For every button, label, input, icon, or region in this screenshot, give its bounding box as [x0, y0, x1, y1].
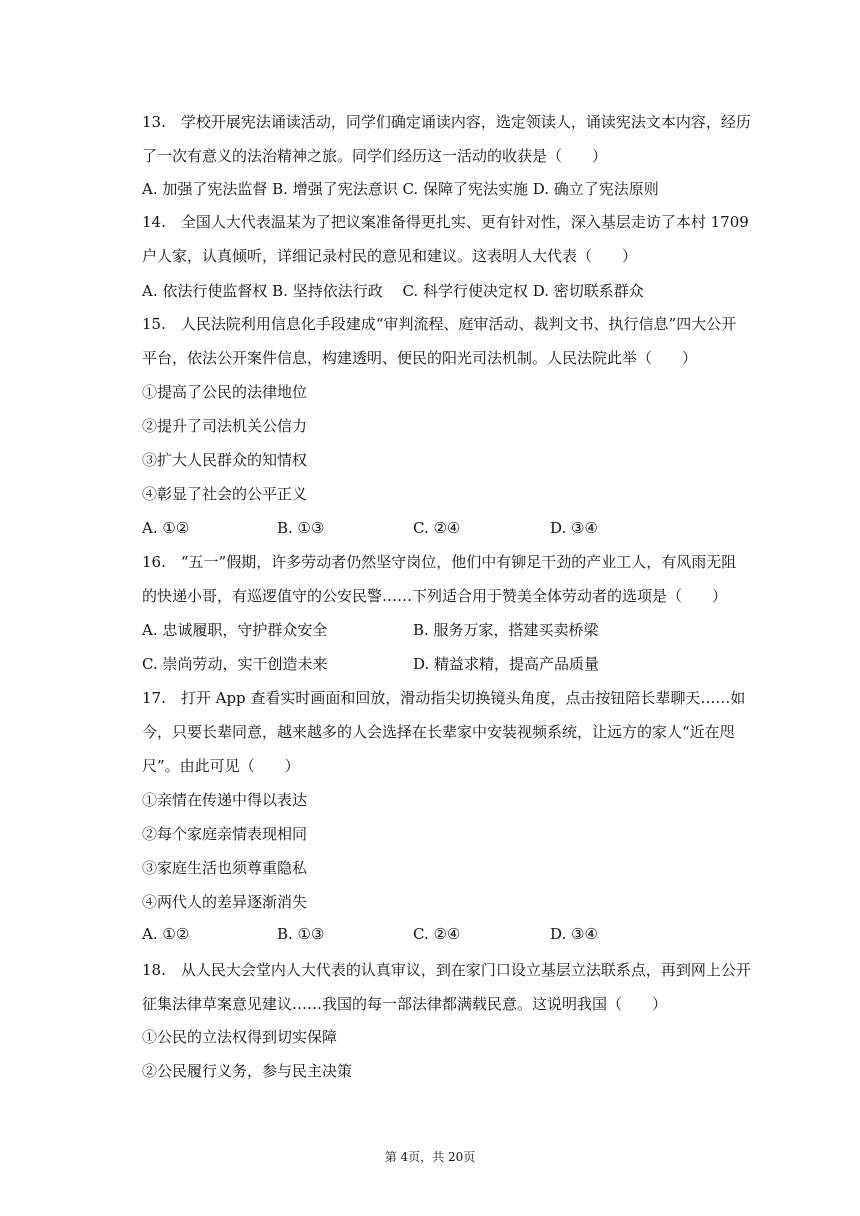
q17-stem-line-3: 尺”。由此可见（ ）: [142, 757, 300, 775]
q15-option-d: D. ③④: [550, 519, 598, 537]
page-footer: 第 4页，共 20页: [384, 1150, 476, 1164]
q14-stem-line-2: 户人家，认真倾听，详细记录村民的意见和建议。这表明人大代表（ ）: [142, 247, 638, 265]
q16-option-b: B. 服务万家，搭建买卖桥梁: [413, 621, 599, 639]
q17-item-3: ③家庭生活也须尊重隐私: [142, 859, 308, 877]
q14-options: A. 依法行使监督权 B. 坚持依法行政 C. 科学行使决定权 D. 密切联系群众: [142, 282, 644, 300]
q18-stem-line-1: 18. 从人民大会堂内人大代表的认真审议，到在家门口设立基层立法联系点，再到网上公开: [142, 961, 751, 979]
q17-item-4: ④两代人的差异逐渐消失: [142, 893, 308, 911]
q17-item-1: ①亲情在传递中得以表达: [142, 791, 308, 809]
q15-item-4: ④彰显了社会的公平正义: [142, 485, 308, 503]
q17-item-2: ②每个家庭亲情表现相同: [142, 825, 308, 843]
q17-option-b: B. ①③: [277, 925, 325, 943]
q15-item-1: ①提高了公民的法律地位: [142, 383, 308, 401]
q14-stem-line-1: 14. 全国人大代表温某为了把议案准备得更扎实、更有针对性，深入基层走访了本村 1709: [142, 213, 749, 231]
q17-option-c: C. ②④: [413, 925, 461, 943]
q15-option-a: A. ①②: [142, 519, 190, 537]
q17-stem-line-1: 17. 打开 App 查看实时画面和回放，滑动指尖切换镜头角度，点击按钮陪长辈聊天……如: [142, 689, 746, 707]
q16-stem-line-2: 的快递小哥，有巡逻值守的公安民警……下列适合用于赞美全体劳动者的选项是（ ）: [142, 587, 728, 605]
q15-stem-line-1: 15. 人民法院利用信息化手段建成“审判流程、庭审活动、裁判文书、执行信息”四大公开: [142, 315, 737, 333]
q15-item-2: ②提升了司法机关公信力: [142, 417, 308, 435]
q17-stem-line-2: 今，只要长辈同意，越来越多的人会选择在长辈家中安装视频系统，让远方的家人“近在咫: [142, 723, 735, 741]
q16-option-d: D. 精益求精，提高产品质量: [413, 655, 600, 673]
q13-options: A. 加强了宪法监督 B. 增强了宪法意识 C. 保障了宪法实施 D. 确立了宪法原则: [142, 180, 659, 198]
q16-option-c: C. 崇尚劳动，实干创造未来: [142, 655, 328, 673]
q15-option-b: B. ①③: [277, 519, 325, 537]
q17-option-d: D. ③④: [550, 925, 598, 943]
q15-option-c: C. ②④: [413, 519, 461, 537]
q13-stem-line-2: 了一次有意义的法治精神之旅。同学们经历这一活动的收获是（ ）: [142, 147, 608, 165]
q13-stem-line-1: 13. 学校开展宪法诵读活动，同学们确定诵读内容，选定领读人，诵读宪法文本内容，经历: [142, 113, 751, 131]
q16-option-a: A. 忠诚履职，守护群众安全: [142, 621, 328, 639]
q18-item-2: ②公民履行义务，参与民主决策: [142, 1062, 353, 1080]
q18-stem-line-2: 征集法律草案意见建议……我国的每一部法律都满载民意。这说明我国（ ）: [142, 995, 668, 1013]
q18-item-1: ①公民的立法权得到切实保障: [142, 1028, 338, 1046]
q16-stem-line-1: 16. “五一”假期，许多劳动者仍然坚守岗位，他们中有铆足干劲的产业工人，有风雨无阻: [142, 553, 737, 571]
q15-item-3: ③扩大人民群众的知情权: [142, 451, 308, 469]
q17-option-a: A. ①②: [142, 925, 190, 943]
q15-stem-line-2: 平台，依法公开案件信息，构建透明、便民的阳光司法机制。人民法院此举（ ）: [142, 349, 698, 367]
